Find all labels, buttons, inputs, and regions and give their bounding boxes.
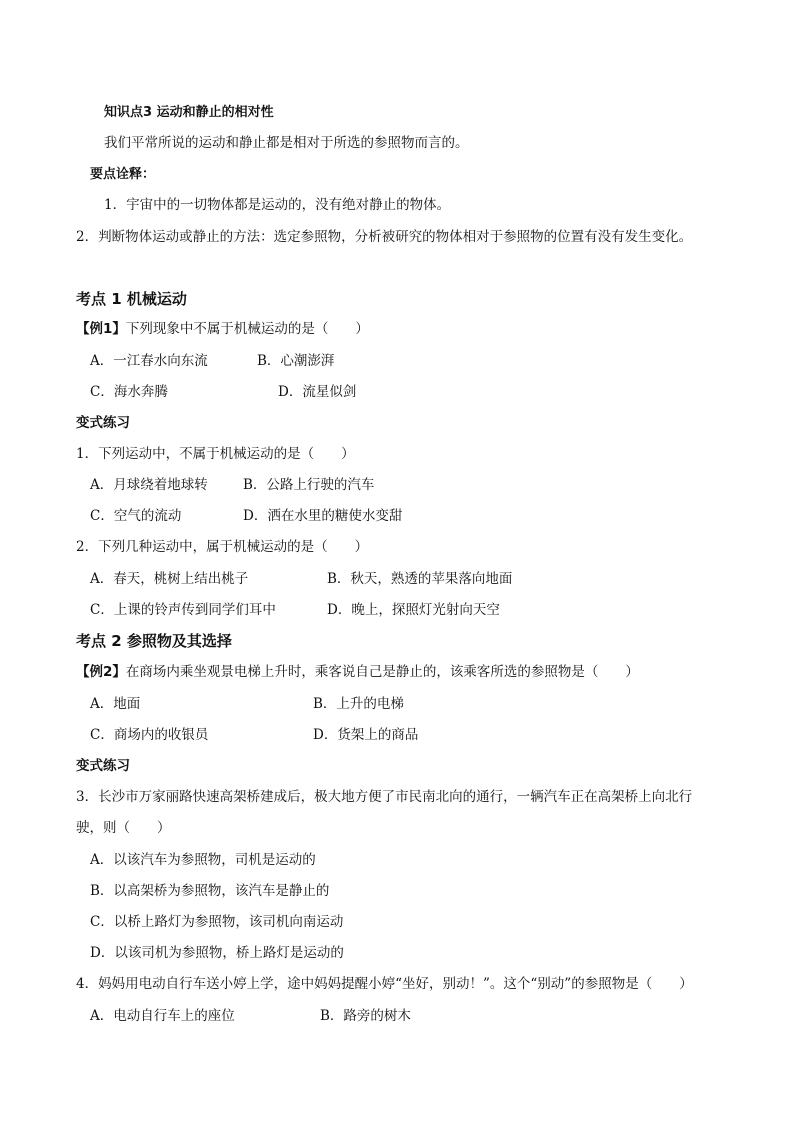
example-2-option-c: C．商场内的收银员 <box>90 727 209 743</box>
example-1-option-d: D．流星似剑 <box>278 384 357 400</box>
example-2-option-b: B．上升的电梯 <box>313 696 404 712</box>
example-2-text: 在商场内乘坐观景电梯上升时，乘客说自己是静止的，该乘客所选的参照物是（ ） <box>125 664 639 680</box>
question-2-option-c: C．上课的铃声传到同学们耳中 <box>90 602 276 618</box>
question-3-option-c: C．以桥上路灯为参照物，该司机向南运动 <box>90 914 344 930</box>
question-2-option-d: D．晚上，探照灯光射向天空 <box>327 602 500 618</box>
practice-label-1: 变式练习 <box>76 415 130 431</box>
question-1-option-a: A．月球绕着地球转 <box>90 477 208 493</box>
question-4-option-b: B．路旁的树木 <box>320 1008 411 1024</box>
example-1-tag: 【例1】 <box>76 321 126 337</box>
question-1-stem: 1．下列运动中，不属于机械运动的是（ ） <box>76 446 355 462</box>
practice-label-2: 变式练习 <box>76 758 130 774</box>
example-2-option-a: A．地面 <box>90 696 141 712</box>
knowledge-point-intro: 我们平常所说的运动和静止都是相对于所选的参照物而言的。 <box>104 135 469 151</box>
example-2-tag: 【例2】 <box>76 664 126 680</box>
knowledge-point-title: 知识点3 运动和静止的相对性 <box>104 105 274 120</box>
example-1-option-a: A．一江春水向东流 <box>90 353 208 369</box>
note-2: 2．判断物体运动或静止的方法：选定参照物，分析被研究的物体相对于参照物的位置有没有发生变化。 <box>76 229 693 245</box>
notes-label: 要点诠释： <box>90 167 156 182</box>
question-1-option-c: C．空气的流动 <box>90 508 182 524</box>
question-3-stem-line-1: 3．长沙市万家丽路快速高架桥建成后，极大地方便了市民南北向的通行，一辆汽车正在高架桥上向北行 <box>76 789 693 805</box>
example-2-stem <box>76 666 639 680</box>
example-1-text: 下列现象中不属于机械运动的是（ ） <box>125 321 369 337</box>
question-1-option-d: D．洒在水里的糖使水变甜 <box>243 508 403 524</box>
question-3-option-a: A．以该汽车为参照物，司机是运动的 <box>90 852 316 868</box>
question-4-stem: 4．妈妈用电动自行车送小婷上学，途中妈妈提醒小婷“坐好，别动！”。这个“别动”的参照物是（ ） <box>76 976 693 992</box>
question-1-option-b: B．公路上行驶的汽车 <box>243 477 375 493</box>
question-3-option-d: D．以该司机为参照物，桥上路灯是运动的 <box>90 945 344 961</box>
question-3-stem-line-2: 驶，则（ ） <box>76 820 171 836</box>
example-1-stem <box>76 323 369 337</box>
question-4-option-a: A．电动自行车上的座位 <box>90 1008 235 1024</box>
question-3-option-b: B．以高架桥为参照物，该汽车是静止的 <box>90 883 330 899</box>
section-title-reference-frame: 考点 2 参照物及其选择 <box>76 632 232 650</box>
note-1: 1．宇宙中的一切物体都是运动的，没有绝对静止的物体。 <box>104 197 451 213</box>
example-2-option-d: D．货架上的商品 <box>313 727 419 743</box>
question-2-option-b: B．秋天，熟透的苹果落向地面 <box>327 571 513 587</box>
section-title-mechanical-motion: 考点 1 机械运动 <box>76 290 187 308</box>
example-1-option-b: B．心潮澎湃 <box>257 353 335 369</box>
question-2-stem: 2．下列几种运动中，属于机械运动的是（ ） <box>76 539 369 555</box>
example-1-option-c: C．海水奔腾 <box>90 384 168 400</box>
question-2-option-a: A．春天，桃树上结出桃子 <box>90 571 249 587</box>
